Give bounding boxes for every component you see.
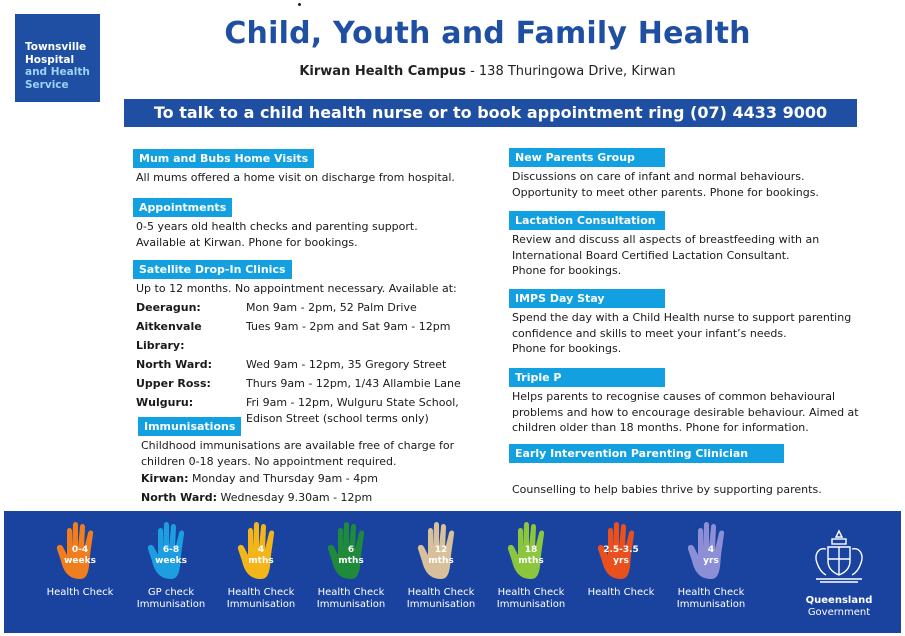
- page-title: Child, Youth and Family Health: [224, 16, 751, 51]
- street-address: - 138 Thuringowa Drive, Kirwan: [470, 64, 676, 79]
- campus-name: Kirwan Health Campus: [299, 64, 466, 79]
- logo-line-2: Hospital: [25, 53, 75, 66]
- section-text: Childhood immunisations are available free of charge for: [141, 439, 455, 452]
- logo-line-3: and Health: [25, 66, 90, 78]
- hand-age: 6: [347, 545, 355, 555]
- hand-age: 4: [707, 545, 715, 555]
- location-label: North Ward:: [141, 491, 217, 504]
- clinic-info: Wed 9am - 12pm, 35 Gregory Street: [246, 358, 447, 371]
- section-header: New Parents Group: [509, 148, 665, 167]
- hand-unit: yrs: [703, 556, 719, 566]
- clinic-location: Deeragun:: [136, 301, 201, 314]
- hand-unit: mths: [518, 556, 544, 566]
- hand-unit: mths: [428, 556, 454, 566]
- hand-caption-2: Immunisation: [496, 599, 566, 610]
- qld-line-2: Government: [807, 607, 871, 618]
- milestone-hand: [220, 521, 302, 611]
- campus-address: [0, 64, 905, 79]
- hand-age: 6-8: [162, 545, 180, 555]
- hand-caption: Health Check: [587, 587, 655, 598]
- qld-line-1: Queensland: [805, 595, 873, 606]
- section-text: Helps parents to recognise causes of common behavioural: [512, 390, 836, 403]
- clinic-info: Thurs 9am - 12pm, 1/43 Allambie Lane: [246, 377, 461, 390]
- clinic-location: North Ward:: [136, 358, 212, 371]
- logo-line-1: Townsville: [25, 41, 87, 53]
- clinic-row: [136, 355, 473, 374]
- immunisation-location: [138, 469, 454, 488]
- section-text: International Board Certified Lactation Consultant.: [512, 248, 790, 262]
- section-text: children older than 18 months. Phone for information.: [512, 421, 809, 434]
- clinic-location: Aitkenvale Library:: [136, 320, 202, 352]
- satellite-clinics-section: [133, 258, 473, 426]
- section-text: children 0-18 years. No appointment required.: [141, 454, 397, 468]
- section-text: All mums offered a home visit on discharge from hospital.: [136, 171, 455, 184]
- hand-unit: weeks: [155, 556, 187, 566]
- section-text: Review and discuss all aspects of breastfeeding with an: [512, 233, 820, 246]
- hand-caption: Health Check: [46, 587, 114, 598]
- immunisation-location: [138, 488, 454, 507]
- hand-caption: GP check: [147, 587, 195, 598]
- hand-unit: yrs: [613, 556, 629, 566]
- section-text: Phone for bookings.: [512, 342, 622, 355]
- hand-age: 2.5-3.5: [603, 545, 639, 555]
- hand-age: 4: [257, 545, 265, 555]
- section-text: Phone for bookings.: [512, 264, 622, 277]
- milestone-hand: [130, 521, 212, 611]
- clinic-info: Tues 9am - 2pm and Sat 9am - 12pm: [246, 320, 451, 333]
- section-text: problems and how to encourage desirable behaviour. Aimed at: [512, 405, 859, 419]
- clinic-location: Upper Ross:: [136, 377, 211, 390]
- section-text: Counselling to help babies thrive by supporting parents.: [512, 483, 822, 496]
- logo-line-4: Service: [25, 78, 69, 91]
- hand-unit: weeks: [64, 556, 96, 566]
- early-intervention-section: [509, 444, 822, 498]
- section-header: IMPS Day Stay: [509, 289, 665, 308]
- milestone-hand: [310, 521, 392, 611]
- mum-bubs-section: [133, 147, 455, 186]
- appointments-section: [133, 196, 418, 250]
- hand-caption-2: Immunisation: [136, 599, 206, 610]
- hand-caption-2: Immunisation: [406, 599, 476, 610]
- hand-caption-2: Immunisation: [226, 599, 296, 610]
- hand-caption: Health Check: [317, 587, 385, 598]
- section-text: Available at Kirwan. Phone for bookings.: [136, 235, 358, 249]
- clinic-info: Mon 9am - 2pm, 52 Palm Drive: [246, 301, 417, 314]
- hand-caption-2: Immunisation: [316, 599, 386, 610]
- new-parents-section: [509, 146, 819, 200]
- hand-caption: Health Check: [677, 587, 745, 598]
- hand-caption-2: Immunisation: [676, 599, 746, 610]
- hand-caption: Health Check: [497, 587, 565, 598]
- hand-age: 0-4: [71, 545, 89, 555]
- location-times: Monday and Thursday 9am - 4pm: [188, 472, 378, 485]
- section-header: Lactation Consultation: [509, 211, 665, 230]
- hand-caption: Health Check: [407, 587, 475, 598]
- immunisations-section: [138, 415, 454, 507]
- milestone-hand: [670, 521, 752, 611]
- section-header: Early Intervention Parenting Clinician Service: [509, 444, 784, 463]
- clinic-row: [136, 317, 473, 355]
- hand-age: 18: [524, 545, 538, 555]
- section-text: Discussions on care of infant and normal behaviours.: [512, 170, 805, 183]
- triple-p-section: [509, 366, 859, 436]
- location-times: Wednesday 9.30am - 12pm: [216, 491, 373, 504]
- clinic-location: Wulguru:: [136, 396, 194, 409]
- hand-age: 12: [434, 545, 448, 555]
- section-text: Opportunity to meet other parents. Phone for bookings.: [512, 185, 819, 199]
- queensland-government-logo: [799, 525, 879, 619]
- section-header: Triple P: [509, 368, 665, 387]
- clinic-row: [136, 374, 473, 393]
- section-text: Spend the day with a Child Health nurse to support parenting: [512, 311, 852, 324]
- milestones-footer: [4, 511, 901, 633]
- imps-section: [509, 287, 851, 357]
- section-text: 0-5 years old health checks and parenting support.: [136, 220, 418, 233]
- speck: [298, 3, 301, 6]
- section-header: Mum and Bubs Home Visits: [133, 149, 314, 168]
- milestone-hand: [400, 521, 482, 611]
- section-header: Immunisations: [138, 417, 241, 436]
- clinic-row: [136, 298, 473, 317]
- lactation-section: [509, 209, 819, 279]
- section-header: Appointments: [133, 198, 232, 217]
- hand-unit: mths: [248, 556, 274, 566]
- hand-caption: Health Check: [227, 587, 295, 598]
- clinic-info: Fri 9am - 12pm, Wulguru State School, Edison Street (school terms only): [246, 396, 459, 425]
- coat-of-arms-icon: [808, 525, 870, 587]
- milestone-hand: [580, 521, 662, 599]
- phone-banner: To talk to a child health nurse or to book appointment ring (07) 4433 9000: [124, 99, 857, 127]
- section-text: Up to 12 months. No appointment necessary. Available at:: [136, 282, 457, 295]
- milestone-hand: [490, 521, 572, 611]
- section-text: confidence and skills to meet your infant’s needs.: [512, 326, 787, 340]
- location-label: Kirwan:: [141, 472, 189, 485]
- milestone-hand: [39, 521, 121, 599]
- hand-unit: mths: [338, 556, 364, 566]
- section-header: Satellite Drop-In Clinics: [133, 260, 292, 279]
